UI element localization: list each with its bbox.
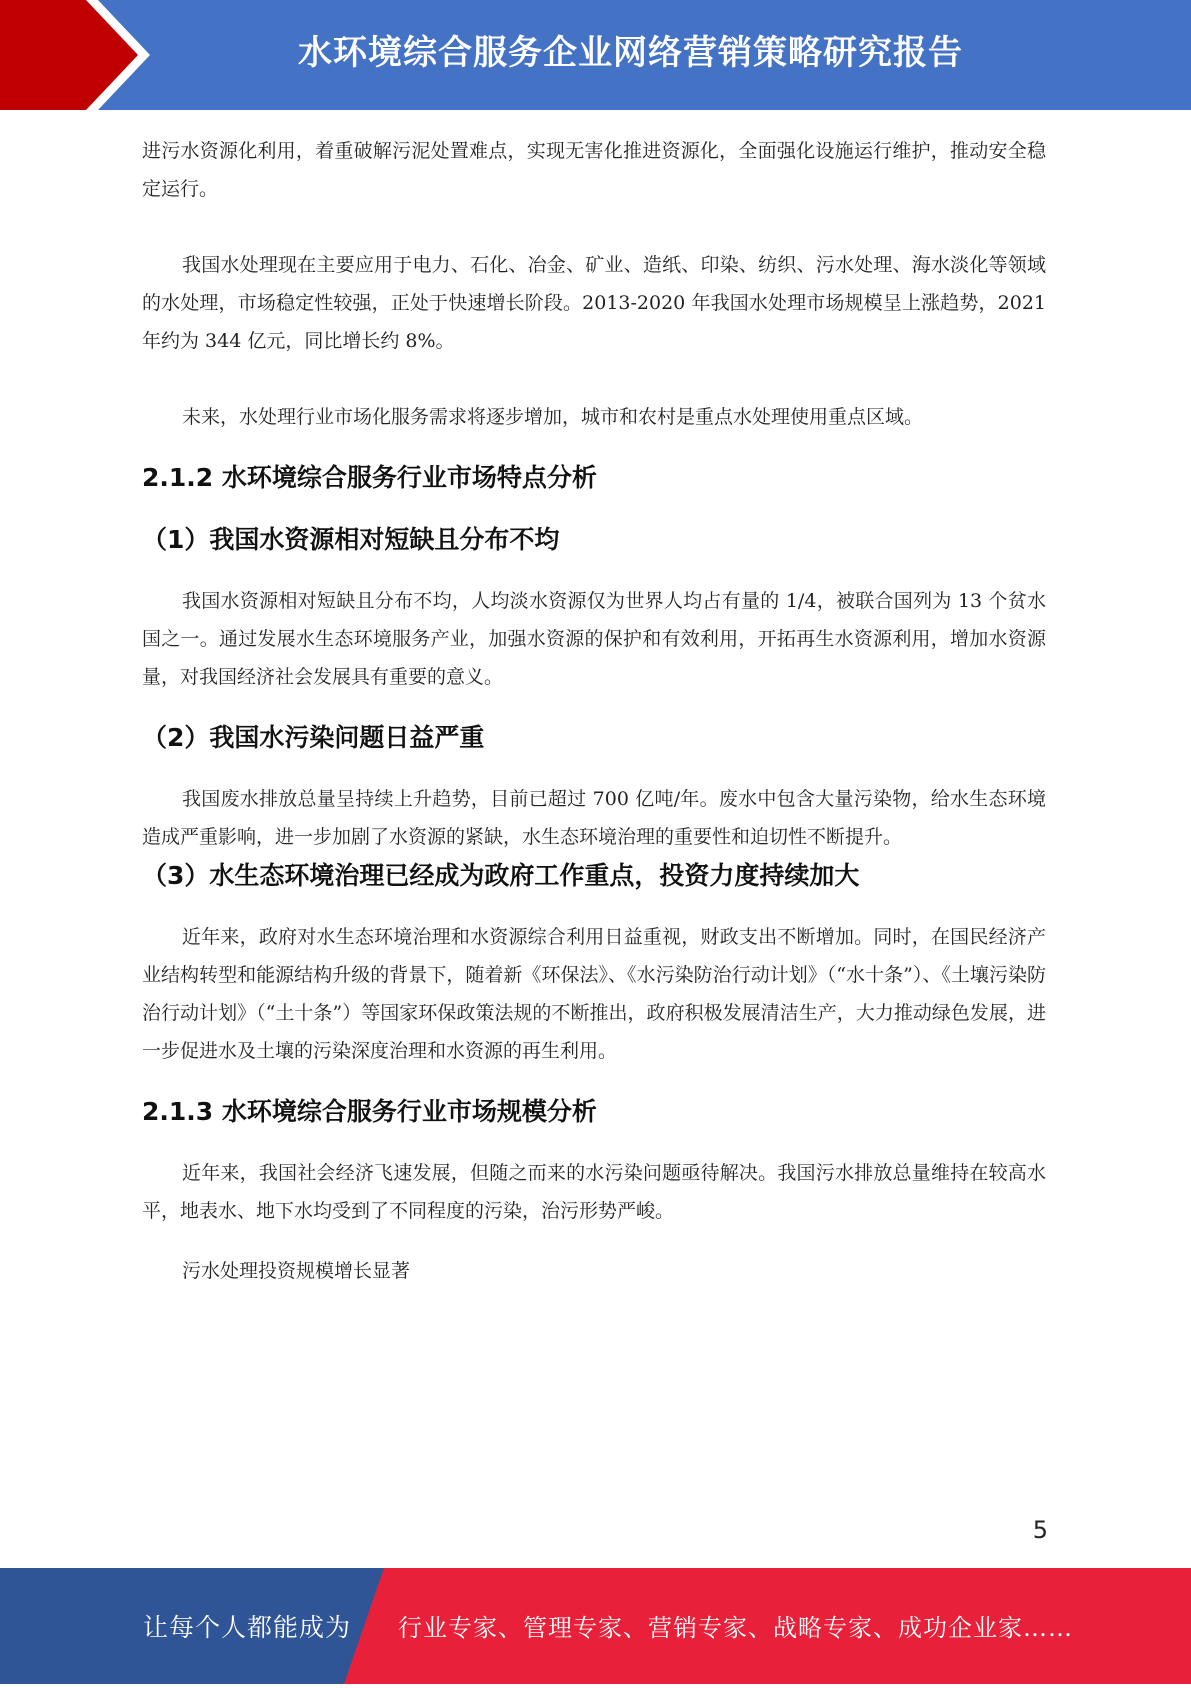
subheading-water-pollution: （2）我国水污染问题日益严重	[142, 723, 485, 752]
paragraph-investment-growth: 污水处理投资规模增长显著	[182, 1260, 411, 1282]
paragraph-future-outlook: 未来，水处理行业市场化服务需求将逐步增加，城市和农村是重点水处理使用重点区域。	[182, 406, 924, 428]
paragraph-government-focus: 近年来，政府对水生态环境治理和水资源综合利用日益重视，财政支出不断增加。同时，在国民经济产业结构转型和能源结构升级的背景下，随着新《环保法》、《水污染防治行动计划》（“水十条”）、《土壤污染防治行动计划》（“土十条”）等国家环保政策法规的不断推出，政府积极发展清洁生产，大力推动绿色发展，进一步促进水及土壤的污染深度治理和水资源的再生利用。	[142, 926, 1046, 1062]
header-arrow-decoration	[0, 0, 160, 110]
section-heading-2-1-3: 2.1.3 水环境综合服务行业市场规模分析	[142, 1097, 597, 1126]
header-banner	[0, 0, 1191, 110]
subheading-water-shortage: （1）我国水资源相对短缺且分布不均	[142, 525, 560, 554]
page-number: 5	[1032, 1516, 1048, 1544]
paragraph-water-shortage: 我国水资源相对短缺且分布不均，人均淡水资源仅为世界人均占有量的 1/4，被联合国列为 13 个贫水国之一。通过发展水生态环境服务产业，加强水资源的保护和有效利用，开拓再生水资源利用，增加水资源量，对我国经济社会发展具有重要的意义。	[142, 590, 1046, 688]
paragraph-market-scale: 近年来，我国社会经济飞速发展，但随之而来的水污染问题亟待解决。我国污水排放总量维持在较高水平，地表水、地下水均受到了不同程度的污染，治污形势严峻。	[142, 1162, 1046, 1222]
report-title: 水环境综合服务企业网络营销策略研究报告	[298, 33, 963, 73]
paragraph-water-pollution: 我国废水排放总量呈持续上升趋势，目前已超过 700 亿吨/年。废水中包含大量污染物，给水生态环境造成严重影响，进一步加剧了水资源的紧缺，水生态环境治理的重要性和迫切性不断提升。	[142, 788, 1046, 848]
section-heading-2-1-2: 2.1.2 水环境综合服务行业市场特点分析	[142, 463, 597, 492]
document-body	[142, 132, 1046, 1290]
paragraph-water-treatment-market: 我国水处理现在主要应用于电力、石化、冶金、矿业、造纸、印染、纺织、污水处理、海水淡化等领域的水处理，市场稳定性较强，正处于快速增长阶段。2013-2020 年我国水处理市场规模呈上涨趋势，2021 年约为 344 亿元，同比增长约 8%。	[142, 254, 1046, 352]
paragraph-continuation: 进污水资源化利用，着重破解污泥处置难点，实现无害化推进资源化，全面强化设施运行维护，推动安全稳定运行。	[142, 140, 1046, 200]
footer-banner	[0, 1568, 1191, 1684]
footer-slogan-left: 让每个人都能成为	[143, 1613, 352, 1642]
subheading-government-focus: （3）水生态环境治理已经成为政府工作重点，投资力度持续加大	[142, 861, 860, 890]
footer-slogan-right: 行业专家、管理专家、营销专家、战略专家、成功企业家……	[398, 1614, 1073, 1642]
